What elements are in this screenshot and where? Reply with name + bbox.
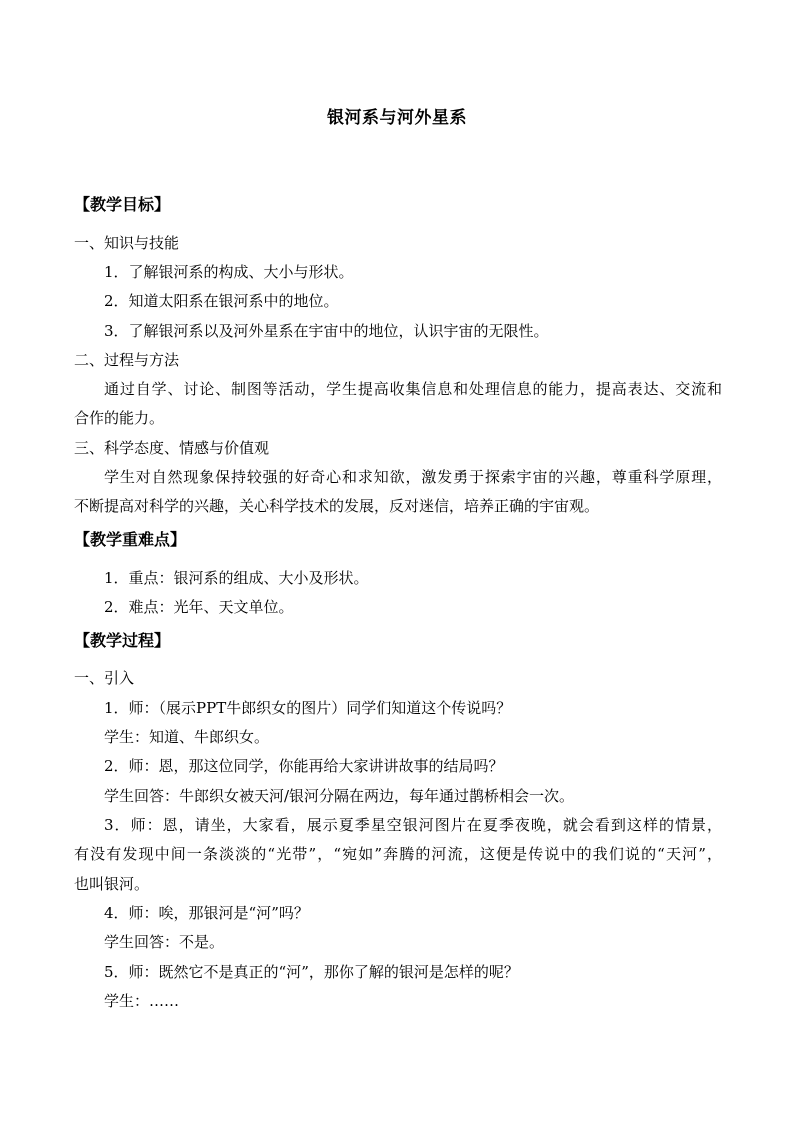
- process-line-5: 3．师：恩，请坐，大家看，展示夏季星空银河图片在夏季夜晚，就会看到这样的情景，: [104, 816, 722, 834]
- process-line-7: 也叫银河。: [74, 875, 150, 893]
- section-heading-keypoints: 【教学重难点】: [74, 530, 187, 549]
- process-part1-title: 一、引入: [74, 669, 135, 687]
- goals-part3-line-1: 学生对自然现象保持较强的好奇心和求知欲，激发勇于探索宇宙的兴趣，尊重科学原理，: [104, 468, 722, 486]
- goals-part1-item-1: 1．了解银河系的构成、大小与形状。: [104, 263, 354, 281]
- keypoint-item-1: 1．重点：银河系的组成、大小及形状。: [104, 569, 369, 587]
- process-line-11: 学生：……: [104, 992, 180, 1010]
- process-line-8: 4．师：唉，那银河是“河”吗？: [104, 904, 309, 922]
- process-line-2: 学生：知道、牛郎织女。: [104, 728, 270, 746]
- process-line-10: 5．师：既然它不是真正的“河”，那你了解的银河是怎样的呢？: [104, 963, 519, 981]
- goals-part2-line-2: 合作的能力。: [74, 409, 165, 427]
- goals-part1-title: 一、知识与技能: [74, 234, 180, 252]
- section-heading-process: 【教学过程】: [74, 631, 171, 650]
- goals-part2-line-1: 通过自学、讨论、制图等活动，学生提高收集信息和处理信息的能力，提高表达、交流和: [104, 380, 722, 398]
- process-line-9: 学生回答：不是。: [104, 933, 225, 951]
- process-line-6: 有没有发现中间一条淡淡的“光带”，“宛如”奔腾的河流，这便是传说中的我们说的“天河”，: [74, 845, 722, 863]
- section-heading-goals: 【教学目标】: [74, 195, 171, 214]
- goals-part3-title: 三、科学态度、情感与价值观: [74, 439, 270, 457]
- goals-part2-title: 二、过程与方法: [74, 351, 180, 369]
- process-line-4: 学生回答：牛郎织女被天河/银河分隔在两边，每年通过鹊桥相会一次。: [104, 787, 575, 805]
- process-line-3: 2．师：恩，那这位同学，你能再给大家讲讲故事的结局吗？: [104, 757, 504, 775]
- goals-part1-item-3: 3．了解银河系以及河外星系在宇宙中的地位，认识宇宙的无限性。: [104, 322, 549, 340]
- process-line-1: 1．师：（展示PPT牛郎织女的图片）同学们知道这个传说吗？: [104, 699, 512, 717]
- keypoint-item-2: 2．难点：光年、天文单位。: [104, 598, 294, 616]
- goals-part1-item-2: 2．知道太阳系在银河系中的地位。: [104, 292, 339, 310]
- goals-part3-line-2: 不断提高对科学的兴趣，关心科学技术的发展，反对迷信，培养正确的宇宙观。: [74, 497, 600, 515]
- document-title: 银河系与河外星系: [327, 108, 467, 128]
